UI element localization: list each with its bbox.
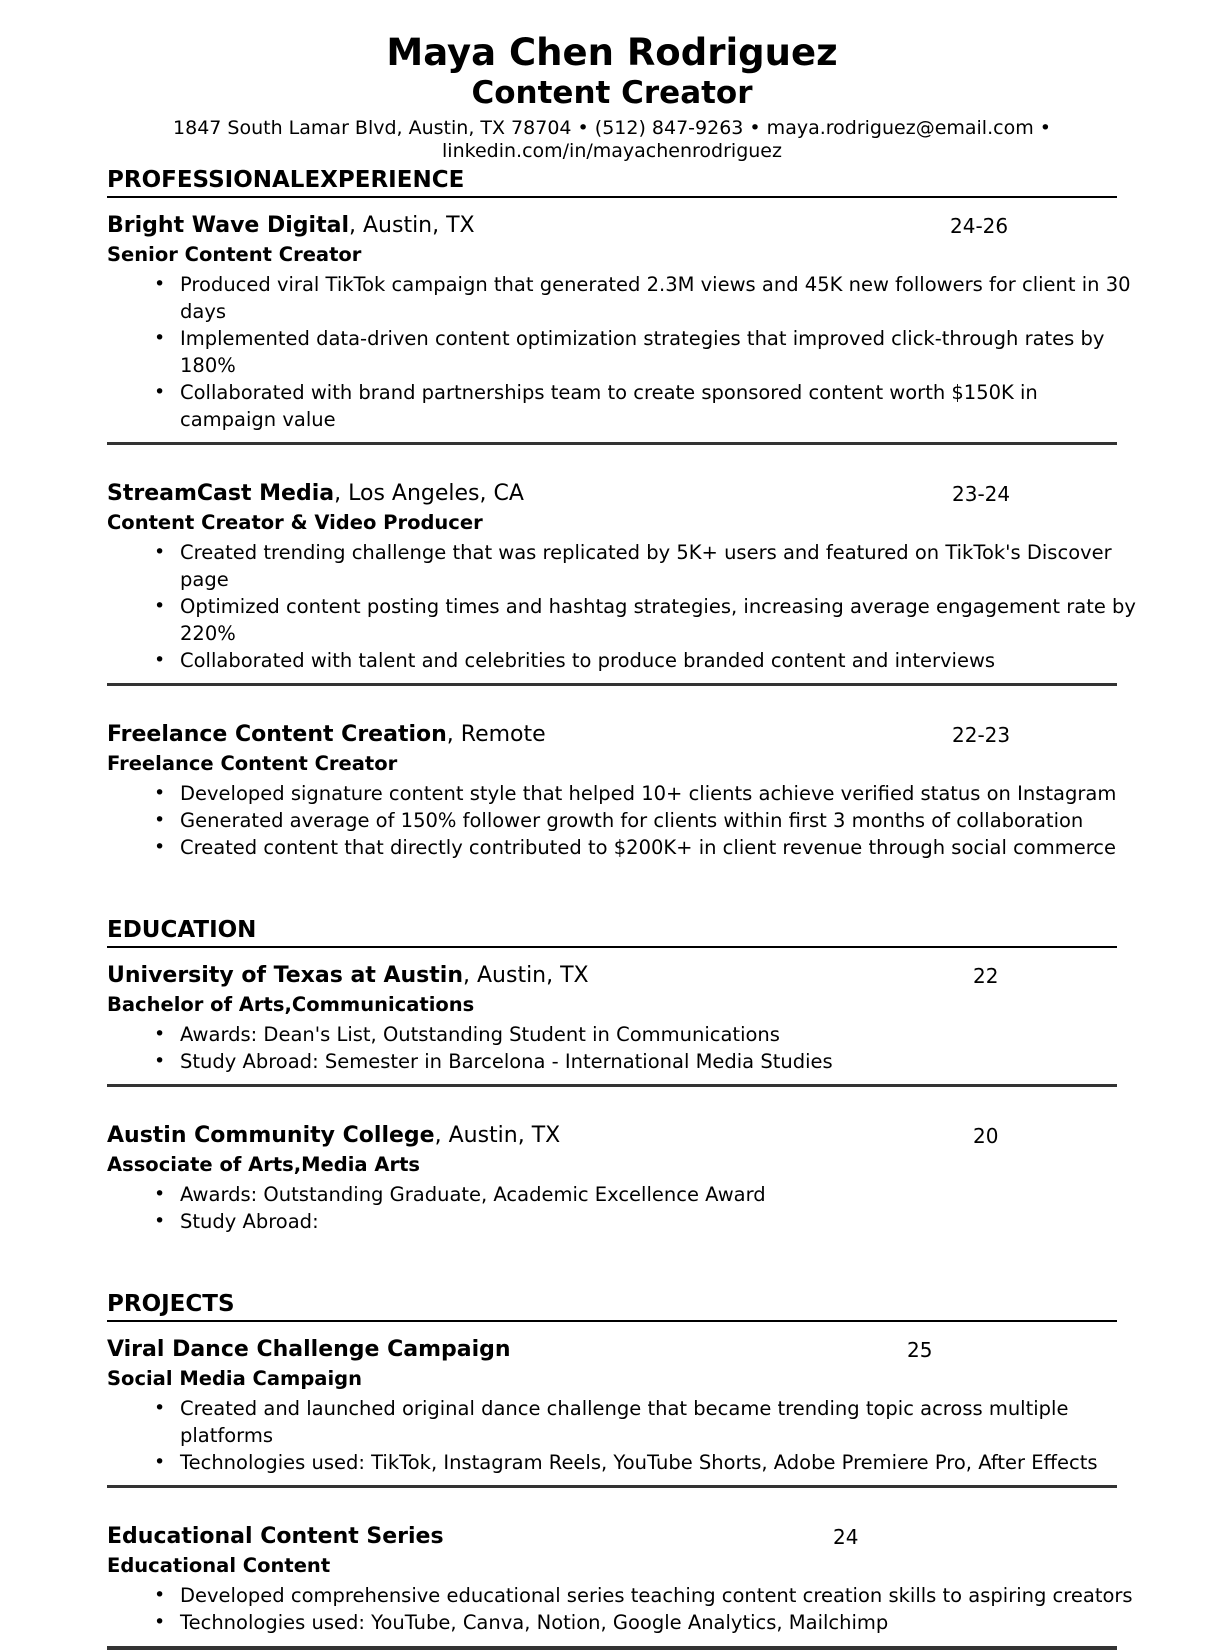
bullet-item: • Study Abroad: [151, 1208, 1137, 1235]
entry-header [107, 479, 1117, 508]
bullet-item: • Implemented data-driven content optimization strategies that improved click-through rates by 180% [151, 325, 1137, 379]
bullet-item: • Created content that directly contributed to $200K+ in client revenue through social commerce [151, 834, 1137, 861]
entry-role: Content Creator & Video Producer [107, 510, 483, 534]
section-education [107, 917, 1117, 1235]
bullet-item: • Developed signature content style that helped 10+ clients achieve verified status on Instagram [151, 780, 1137, 807]
bullet-item: • Study Abroad: Semester in Barcelona - International Media Studies [151, 1048, 1137, 1075]
entry-role: Senior Content Creator [107, 242, 362, 266]
resume-name: Maya Chen Rodriguez [386, 31, 838, 74]
entry-divider [107, 1084, 1117, 1087]
education-entry-acc [107, 1121, 1117, 1235]
entry-dates: 22-23 [952, 722, 1011, 747]
bullet-item: • Technologies used: YouTube, Canva, Notion, Google Analytics, Mailchimp [151, 1609, 1137, 1636]
entry-divider [107, 683, 1117, 686]
section-heading-education: EDUCATION [107, 916, 257, 943]
entry-header [107, 1335, 1117, 1364]
entry-location: , Austin, TX [434, 1122, 561, 1148]
entry-location: , Austin, TX [349, 212, 475, 238]
document-end-rule [107, 1646, 1117, 1650]
section-rule-education [107, 946, 1117, 948]
entry-organization: Bright Wave Digital [107, 212, 349, 238]
entry-divider [107, 442, 1117, 445]
section-projects [107, 1290, 1133, 1650]
entry-degree: Associate of Arts,Media Arts [107, 1152, 421, 1176]
entry-header [107, 720, 1117, 749]
experience-entry-streamcast [107, 479, 1136, 686]
bullet-item: • Awards: Dean's List, Outstanding Student in Communications [151, 1021, 1137, 1048]
entry-dates: 20 [973, 1123, 999, 1148]
section-experience [107, 166, 1136, 861]
bullet-item: • Collaborated with talent and celebrities to produce branded content and interviews [151, 647, 1137, 674]
entry-dates: 23-24 [952, 481, 1011, 506]
entry-divider [107, 1485, 1117, 1488]
entry-organization: University of Texas at Austin [107, 962, 463, 988]
bullet-list [107, 271, 1137, 433]
entry-dates: 24 [833, 1524, 859, 1549]
section-rule-projects [107, 1320, 1117, 1322]
project-entry-viral-dance [107, 1335, 1117, 1488]
bullet-item: • Technologies used: TikTok, Instagram Reels, YouTube Shorts, Adobe Premiere Pro, After Effects [151, 1449, 1137, 1476]
education-entry-ut-austin [107, 961, 1117, 1087]
entry-header [107, 1522, 1117, 1551]
bullet-list [107, 539, 1137, 674]
bullet-item: • Created trending challenge that was replicated by 5K+ users and featured on TikTok's Discover page [151, 539, 1137, 593]
bullet-list [107, 1395, 1137, 1476]
entry-organization: Freelance Content Creation [107, 721, 447, 747]
bullet-item: • Generated average of 150% follower growth for clients within first 3 months of collaboration [151, 807, 1137, 834]
entry-project-title: Educational Content Series [107, 1523, 444, 1549]
resume-job-title: Content Creator [471, 74, 753, 111]
experience-entry-freelance [107, 720, 1117, 861]
section-rule-experience [107, 196, 1117, 198]
section-heading-projects: PROJECTS [107, 1290, 235, 1317]
experience-entry-bright-wave [107, 211, 1131, 445]
entry-dates: 25 [907, 1337, 933, 1362]
contact-info [107, 116, 1117, 162]
project-entry-educational-series [107, 1522, 1133, 1650]
bullet-item: • Awards: Outstanding Graduate, Academic Excellence Award [151, 1181, 1137, 1208]
entry-location: , Austin, TX [463, 962, 589, 988]
bullet-list [107, 1582, 1137, 1636]
entry-project-type: Social Media Campaign [107, 1366, 362, 1390]
contact-line-2: linkedin.com/in/mayachenrodriguez [442, 139, 782, 162]
bullet-item: • Collaborated with brand partnerships team to create sponsored content worth $150K in campaign value [151, 379, 1137, 433]
entry-dates: 24-26 [950, 213, 1009, 238]
section-heading-experience: PROFESSIONALEXPERIENCE [107, 166, 465, 193]
bullet-list [107, 1021, 1137, 1075]
bullet-list [107, 780, 1137, 861]
entry-header [107, 211, 1117, 240]
entry-header [107, 961, 1117, 990]
bullet-item: • Produced viral TikTok campaign that generated 2.3M views and 45K new followers for client in 30 days [151, 271, 1137, 325]
entry-dates: 22 [973, 963, 999, 988]
bullet-item: • Created and launched original dance challenge that became trending topic across multiple platforms [151, 1395, 1137, 1449]
entry-project-title: Viral Dance Challenge Campaign [107, 1336, 511, 1362]
contact-line-1: 1847 South Lamar Blvd, Austin, TX 78704 • (512) 847-9263 • maya.rodriguez@email.com • [173, 116, 1051, 139]
entry-location: , Remote [446, 721, 546, 747]
bullet-item: • Developed comprehensive educational series teaching content creation skills to aspiring creators [151, 1582, 1137, 1609]
entry-organization: StreamCast Media [107, 480, 335, 506]
entry-project-type: Educational Content [107, 1553, 331, 1577]
bullet-list [107, 1181, 1137, 1235]
entry-organization: Austin Community College [107, 1122, 435, 1148]
entry-degree: Bachelor of Arts,Communications [107, 992, 475, 1016]
entry-role: Freelance Content Creator [107, 751, 398, 775]
entry-location: , Los Angeles, CA [334, 480, 524, 506]
resume-header [107, 31, 1117, 162]
bullet-item: • Optimized content posting times and hashtag strategies, increasing average engagement rate by 220% [151, 593, 1137, 647]
entry-header [107, 1121, 1117, 1150]
